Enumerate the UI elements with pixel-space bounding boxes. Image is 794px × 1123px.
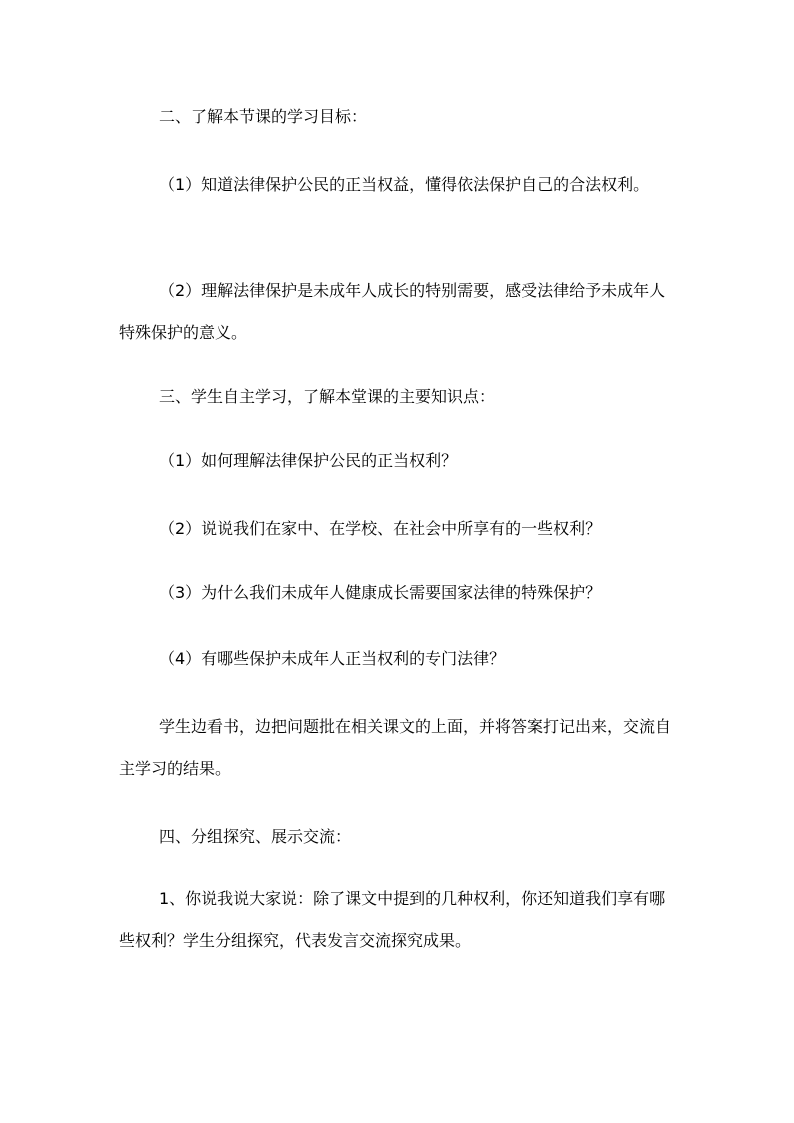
objective-item-1: （1）知道法律保护公民的正当权益，懂得依法保护自己的合法权利。 bbox=[159, 175, 650, 194]
question-item-1: （1）如何理解法律保护公民的正当权利？ bbox=[159, 451, 458, 470]
section-heading-2: 二、了解本节课的学习目标： bbox=[159, 107, 368, 126]
activity-item-1: 1、你说我说大家说：除了课文中提到的几种权利，你还知道我们享有哪些权利？学生分组探究，代表发言交流探究成果。 bbox=[119, 889, 666, 950]
question-item-2: （2）说说我们在家中、在学校、在社会中所享有的一些权利？ bbox=[159, 519, 602, 538]
question-item-3: （3）为什么我们未成年人健康成长需要国家法律的特殊保护？ bbox=[159, 583, 602, 602]
self-study-paragraph: 学生边看书，边把问题批在相关课文的上面，并将答案打记出来，交流自主学习的结果。 bbox=[119, 717, 672, 778]
section-heading-3: 三、学生自主学习，了解本堂课的主要知识点： bbox=[159, 387, 496, 406]
section-heading-4: 四、分组探究、展示交流： bbox=[159, 827, 352, 846]
question-item-4: （4）有哪些保护未成年人正当权利的专门法律？ bbox=[159, 649, 506, 668]
objective-item-2: （2）理解法律保护是未成年人成长的特别需要，感受法律给予未成年人特殊保护的意义。 bbox=[119, 281, 666, 342]
